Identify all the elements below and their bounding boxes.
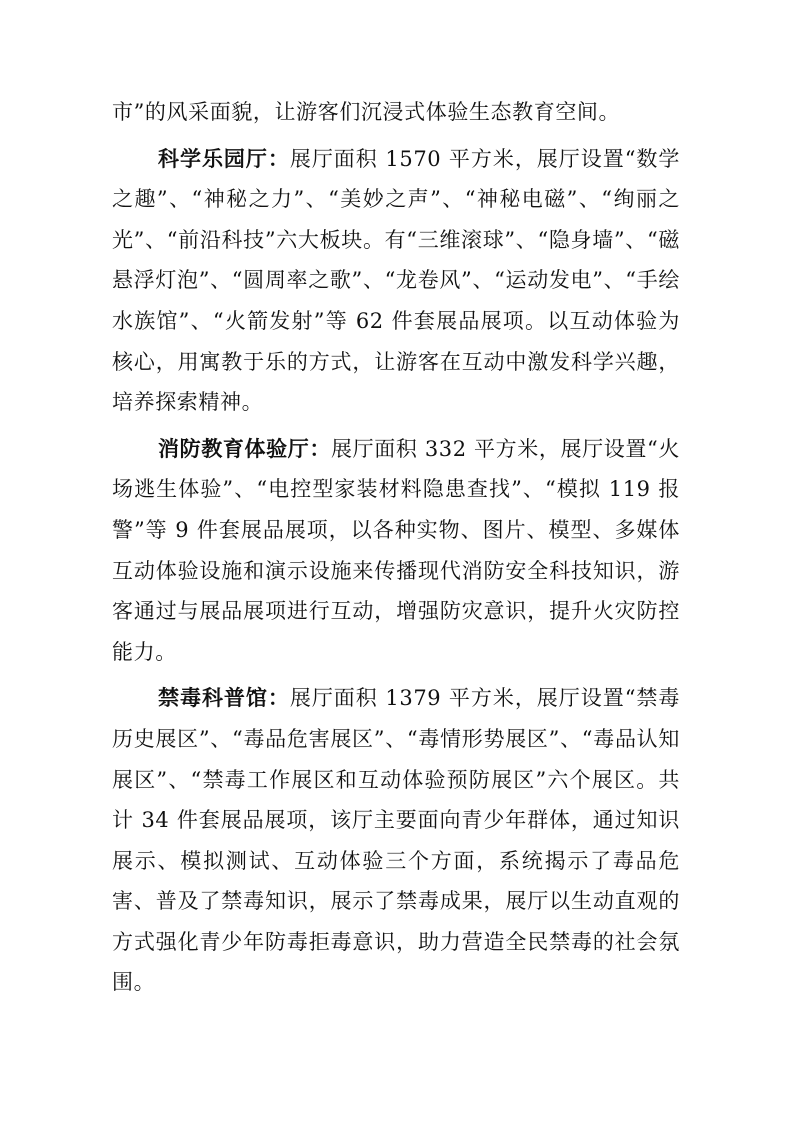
continuation-paragraph: 市”的风采面貌，让游客们沉浸式体验生态教育空间。 <box>112 100 621 124</box>
section-body: 展厅面积 1379 平方米，展厅设置“禁毒历史展区”、“毒品危害展区”、“毒情形势展区”、“毒品认知展区”、“禁毒工作展区和互动体验预防展区”六个展区。共计 34 件套展品展项，该厅主要面向青少年群体，通过知识展示、模拟测试、互动体验三个方面，系统揭示了毒品危害、普及了禁毒知识，展示了禁毒成果，展厅以生动直观的方式强化青少年防毒拒毒意识，助力营造全民禁毒的社会氛围。 <box>112 686 680 995</box>
section-heading: 消防教育体验厅： <box>158 436 332 461</box>
section-fire-safety <box>112 429 680 673</box>
section-body: 展厅面积 1570 平方米，展厅设置“数学之趣”、“神秘之力”、“美妙之声”、“神秘电磁”、“绚丽之光”、“前沿科技”六大板块。有“三维滚球”、“隐身墙”、“磁悬浮灯泡”、“圆周率之歌”、“龙卷风”、“运动发电”、“手绘水族馆”、“火箭发射”等 62 件套展品展项。以互动体验为核心，用寓教于乐的方式，让游客在互动中激发科学兴趣，培养探索精神。 <box>112 146 680 415</box>
document-page <box>112 92 680 1003</box>
section-anti-drug <box>112 678 680 1003</box>
section-heading: 禁毒科普馆： <box>158 686 290 711</box>
section-heading: 科学乐园厅： <box>158 146 290 171</box>
section-body: 展厅面积 332 平方米，展厅设置“火场逃生体验”、“电控型家装材料隐患查找”、“模拟 119 报警”等 9 件套展品展项，以各种实物、图片、模型、多媒体互动体验设施和演示设施来传播现代消防安全科技知识，游客通过与展品展项进行互动，增强防灾意识，提升火灾防控能力。 <box>112 436 680 664</box>
section-science-park <box>112 139 680 423</box>
